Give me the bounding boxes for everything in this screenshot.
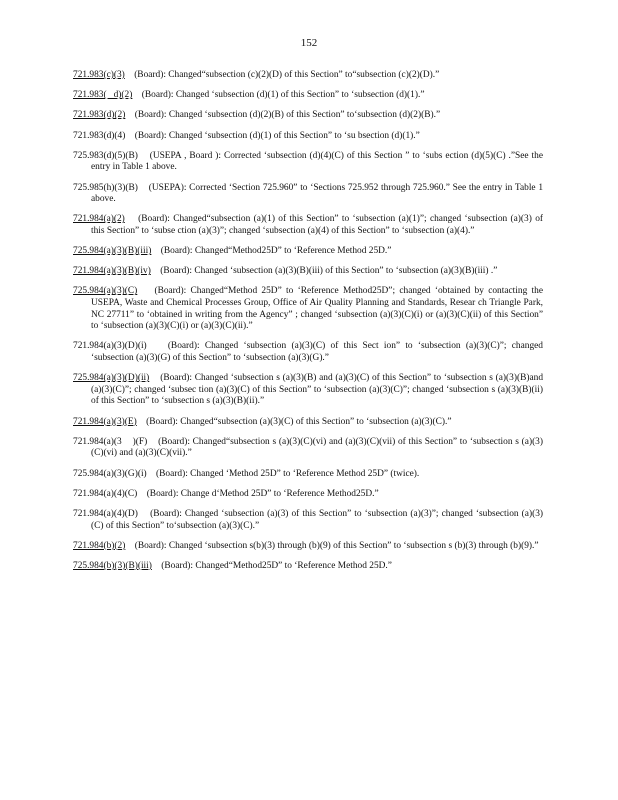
entry-ref: 725.985(h)(3)(B) (73, 182, 138, 193)
entry (73, 437, 543, 460)
entry-ref: 725.983(d)(5)(B) (73, 150, 138, 161)
entry (73, 469, 543, 481)
entry-body: (Board): Changed“subsection (a)(1) of this Section” to ‘subsection (a)(1)”; changed ‘subsection (a)(3) of this Section” to ‘subse ction (a)(3)”; changed ‘subsection (a)(4) of this Section” to ‘subsection (a)(4).” (91, 214, 543, 236)
entry (73, 341, 543, 364)
entry (73, 214, 543, 237)
entry-ref: 721.984(a)(3)(E) (73, 416, 137, 427)
entry-ref: 721.984(a)(4)(D) (73, 508, 138, 519)
entry-ref: 721.984(a)(3)(D)(i) (73, 341, 147, 352)
entry-body: (Board): Change d‘Method 25D” to ‘Reference Method25D.” (146, 488, 379, 499)
entry-body: (USEPA): Corrected ‘Section 725.960” to ‘Sections 725.952 through 725.960.” See the entry in Table 1 above. (91, 182, 544, 205)
entry-ref: 721.983( d)(2) (73, 90, 133, 101)
entry-body: (Board): Changed ‘subsection (a)(3) of this Section” to ‘subsection (a)(3)”; changed ‘subsection (a)(3)(C) of this Section” to‘subsection (a)(3)(C).” (91, 508, 544, 531)
entry-ref: 721.983(d)(2) (73, 110, 126, 121)
entries-list (73, 70, 543, 581)
entry (73, 373, 543, 408)
entry (73, 561, 543, 573)
entry-ref: 725.984(a)(3)(G)(i) (73, 468, 147, 479)
entry (73, 151, 543, 174)
entry-ref: 721.983(d)(4) (73, 130, 126, 141)
entry-body: (Board): Changed“Method25D” to ‘Reference Method 25D.” (160, 246, 392, 257)
entry-body: (USEPA , Board ): Corrected ‘subsection (d)(4)(C) of this Section ” to ‘subs ection (d)(5)(C) .”See the entry in Table 1 above. (91, 150, 544, 173)
entry (73, 131, 543, 143)
entry (73, 110, 543, 122)
entry-ref: 721.984(a)(3 )(F) (73, 436, 148, 447)
entry-body: (Board): Changed ‘subsection (a)(3)(B)(iii) of this Section” to ‘subsection (a)(3)(B)(iii) .” (160, 266, 498, 277)
entry-body: (Board): Changed“subsection (a)(3)(C) of this Section” to ‘subsection (a)(3)(C).” (146, 416, 452, 427)
entry-ref: 721.984(a)(3)(B)(iv) (73, 266, 151, 277)
entry-body: (Board): Changed“Method 25D” to ‘Reference Method25D”; changed ‘obtained by contacting the USEPA, Waste and Chemical Processes Group, Office of Air Quality Planning and Standards, Resear ch Triangle Park, NC 27711” to ‘obtained in writing from the Agency” ; changed ‘subsection (a)(3)(C)(i) or (a)(3)(C)(ii) of this Section” to ‘subsection (a)(3)(C)(i) or (a)(3)(C)(ii).” (91, 286, 543, 332)
entry (73, 286, 543, 332)
entry-body: (Board): Changed“subsection s (a)(3)(C)(vi) and (a)(3)(C)(vii) of this Section” to ‘subsection s (a)(3)(C)(vi) and (a)(3)(C)(vii).” (91, 436, 543, 459)
entry-ref: 725.984(b)(3)(B)(iii) (73, 560, 152, 571)
entry-body: (Board): Changed ‘subsection (d)(2)(B) of this Section” to‘subsection (d)(2)(B).” (134, 110, 441, 121)
entry-ref: 721.984(b)(2) (73, 540, 126, 551)
entry (73, 246, 543, 258)
entry-ref: 721.983(c)(3) (73, 70, 125, 80)
entry (73, 90, 543, 102)
entry (73, 417, 543, 429)
entry (73, 266, 543, 278)
entry-body: (Board): Changed ‘subsection s (a)(3)(B) and (a)(3)(C) of this Section” to ‘subsection s (a)(3)(B)and (a)(3)(C)”; changed ‘subsec tion (a)(3)(C) of this Section” to ‘subsection (a)(3)(C)”; changed ‘subsection s (a)(3)(B)(ii) of this Section” to ‘subsection s (a)(3)(B)(ii).” (91, 373, 544, 407)
entry-ref: 725.984(a)(3)(B)(iii) (73, 246, 152, 257)
entry-body: (Board): Changed ‘subsection s(b)(3) through (b)(9) of this Section” to ‘subsection s (b)(3) through (b)(9).” (134, 540, 539, 551)
entry (73, 489, 543, 501)
entry-body: (Board): Changed ‘subsection (a)(3)(C) of this Sect ion” to ‘subsection (a)(3)(C)”; changed ‘subsection (a)(3)(G) of this Section” to ‘subsection (a)(3)(G).” (91, 341, 543, 364)
entry-ref: 725.984(a)(3)(D)(ii) (73, 373, 150, 384)
page-number: 152 (300, 37, 318, 49)
entry-ref: 725.984(a)(3)(C) (73, 286, 138, 297)
entry-ref: 721.984(a)(2) (73, 214, 125, 225)
entry-body: (Board): Changed“Method25D” to ‘Reference Method 25D.” (161, 560, 392, 571)
entry (73, 70, 543, 82)
entry-body: (Board): Changed ‘subsection (d)(1) of this Section” to ‘su bsection (d)(1).” (134, 130, 420, 141)
entry (73, 541, 543, 553)
entry (73, 183, 543, 206)
entry-body: (Board): Changed ‘Method 25D” to ‘Reference Method 25D” (twice). (156, 468, 420, 479)
entry-ref: 721.984(a)(4)(C) (73, 488, 138, 499)
entry-body: (Board): Changed ‘subsection (d)(1) of this Section” to ‘subsection (d)(1).” (141, 90, 425, 101)
entry (73, 509, 543, 532)
entry-body: (Board): Changed“subsection (c)(2)(D) of this Section” to“subsection (c)(2)(D).” (134, 70, 440, 80)
